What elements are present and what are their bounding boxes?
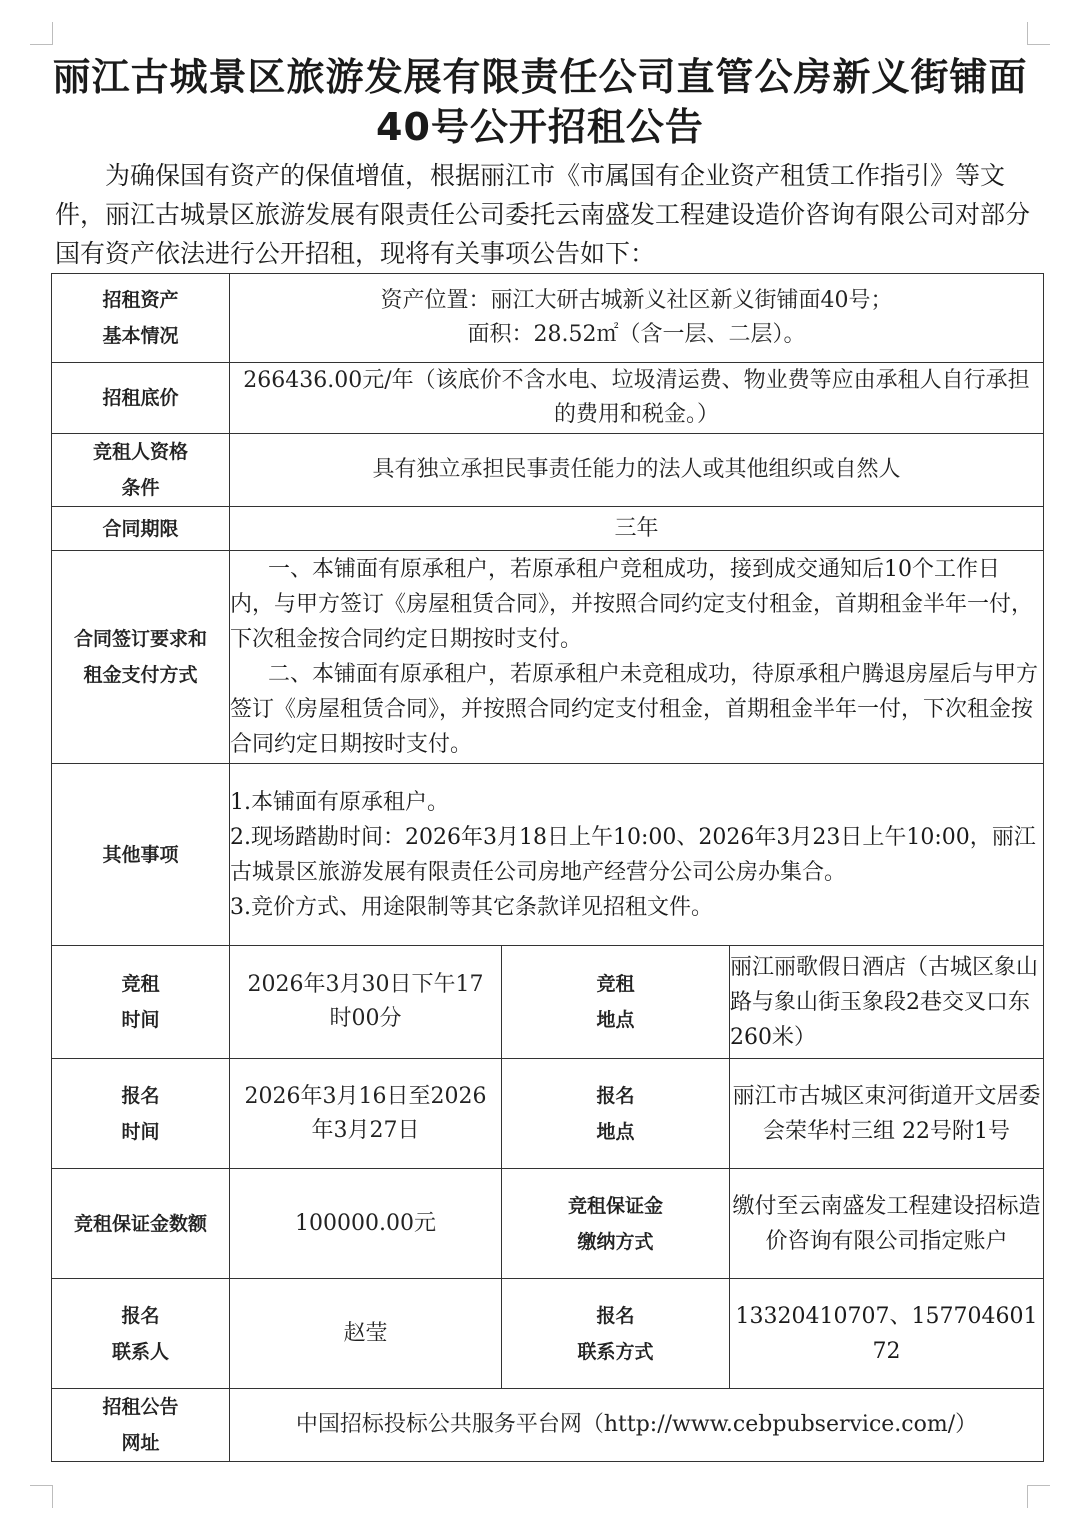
- value-deposit-method: 缴付至云南盛发工程建设招标造价咨询有限公司指定账户: [730, 1169, 1044, 1279]
- row-website: [52, 1389, 1044, 1462]
- label-base-price: 招租底价: [52, 363, 230, 434]
- other-item-2: 2.现场踏勘时间：2026年3月18日上午10:00、2026年3月23日上午10:00，丽江古城景区旅游发展有限责任公司房地产经营分公司公房办集合。: [230, 824, 1036, 885]
- other-item-1: 1.本铺面有原承租户。: [230, 789, 449, 815]
- value-deposit: 100000.00元: [230, 1169, 502, 1279]
- label-deposit-method: 竞租保证金 缴纳方式: [502, 1169, 730, 1279]
- document-title: 丽江古城景区旅游发展有限责任公司直管公房新义街铺面40号公开招租公告: [52, 55, 1028, 149]
- value-reg-time: 2026年3月16日至2026年3月27日: [230, 1059, 502, 1169]
- label-term: 合同期限: [52, 507, 230, 551]
- label-reg-place: 报名 地点: [502, 1059, 730, 1169]
- label-reg-time: 报名 时间: [52, 1059, 230, 1169]
- asset-area: 面积：28.52㎡（含一层、二层）。: [467, 322, 806, 347]
- label-contact-method: 报名 联系方式: [502, 1279, 730, 1389]
- value-bid-time: 2026年3月30日下午17时00分: [230, 946, 502, 1059]
- value-term: 三年: [230, 507, 1044, 551]
- contract-clause-2: 二、本铺面有原承租户，若原承租户未竞租成功，待原承租户腾退房屋后与甲方签订《房屋租赁合同》，并按照合同约定支付租金，首期租金半年一付，下次租金按合同约定日期按时支付。: [230, 662, 1039, 757]
- value-website[interactable]: 中国招标投标公共服务平台网（http://www.cebpubservice.com/）: [230, 1389, 1044, 1462]
- tender-info-table: [51, 273, 1044, 1462]
- value-asset: [230, 274, 1044, 363]
- row-deposit: [52, 1169, 1044, 1279]
- row-base-price: [52, 363, 1044, 434]
- asset-location: 资产位置：丽江大研古城新义社区新义街铺面40号；: [380, 288, 893, 313]
- value-qualification: 具有独立承担民事责任能力的法人或其他组织或自然人: [230, 434, 1044, 507]
- row-contact: [52, 1279, 1044, 1389]
- label-bid-time: 竞租 时间: [52, 946, 230, 1059]
- label-bid-place: 竞租 地点: [502, 946, 730, 1059]
- label-other: 其他事项: [52, 764, 230, 946]
- value-contact-method: 13320410707、15770460172: [730, 1279, 1044, 1389]
- row-qualification: [52, 434, 1044, 507]
- value-reg-place: 丽江市古城区束河街道开文居委会荣华村三组 22号附1号: [730, 1059, 1044, 1169]
- value-base-price: 266436.00元/年（该底价不含水电、垃圾清运费、物业费等应由承租人自行承担的费用和税金。）: [230, 363, 1044, 434]
- row-asset: [52, 274, 1044, 363]
- value-contact: 赵莹: [230, 1279, 502, 1389]
- label-website: 招租公告 网址: [52, 1389, 230, 1462]
- label-qualification: 竞租人资格 条件: [52, 434, 230, 507]
- row-bid: [52, 946, 1044, 1059]
- row-registration: [52, 1059, 1044, 1169]
- row-other: [52, 764, 1044, 946]
- crop-mark-bottom-right: [1027, 1485, 1050, 1508]
- intro-paragraph: 为确保国有资产的保值增值，根据丽江市《市属国有企业资产租赁工作指引》等文件，丽江古城景区旅游发展有限责任公司委托云南盛发工程建设造价咨询有限公司对部分国有资产依法进行公开招租，现将有关事项公告如下：: [55, 161, 1031, 268]
- crop-mark-top-left: [30, 22, 53, 45]
- other-item-3: 3.竞价方式、用途限制等其它条款详见招租文件。: [230, 894, 713, 920]
- label-contact: 报名 联系人: [52, 1279, 230, 1389]
- label-asset: 招租资产 基本情况: [52, 274, 230, 363]
- contract-clause-1: 一、本铺面有原承租户，若原承租户竞租成功，接到成交通知后10个工作日内，与甲方签订《房屋租赁合同》，并按照合同约定支付租金，首期租金半年一付，下次租金按合同约定日期按时支付。: [230, 557, 1034, 652]
- value-bid-place: 丽江丽歌假日酒店（古城区象山路与象山街玉象段2巷交叉口东260米）: [730, 946, 1044, 1059]
- crop-mark-top-right: [1027, 22, 1050, 45]
- label-contract: 合同签订要求和 租金支付方式: [52, 551, 230, 764]
- value-contract: [230, 551, 1044, 764]
- crop-mark-bottom-left: [30, 1485, 53, 1508]
- row-term: [52, 507, 1044, 551]
- value-other: [230, 764, 1044, 946]
- label-deposit: 竞租保证金数额: [52, 1169, 230, 1279]
- row-contract: [52, 551, 1044, 764]
